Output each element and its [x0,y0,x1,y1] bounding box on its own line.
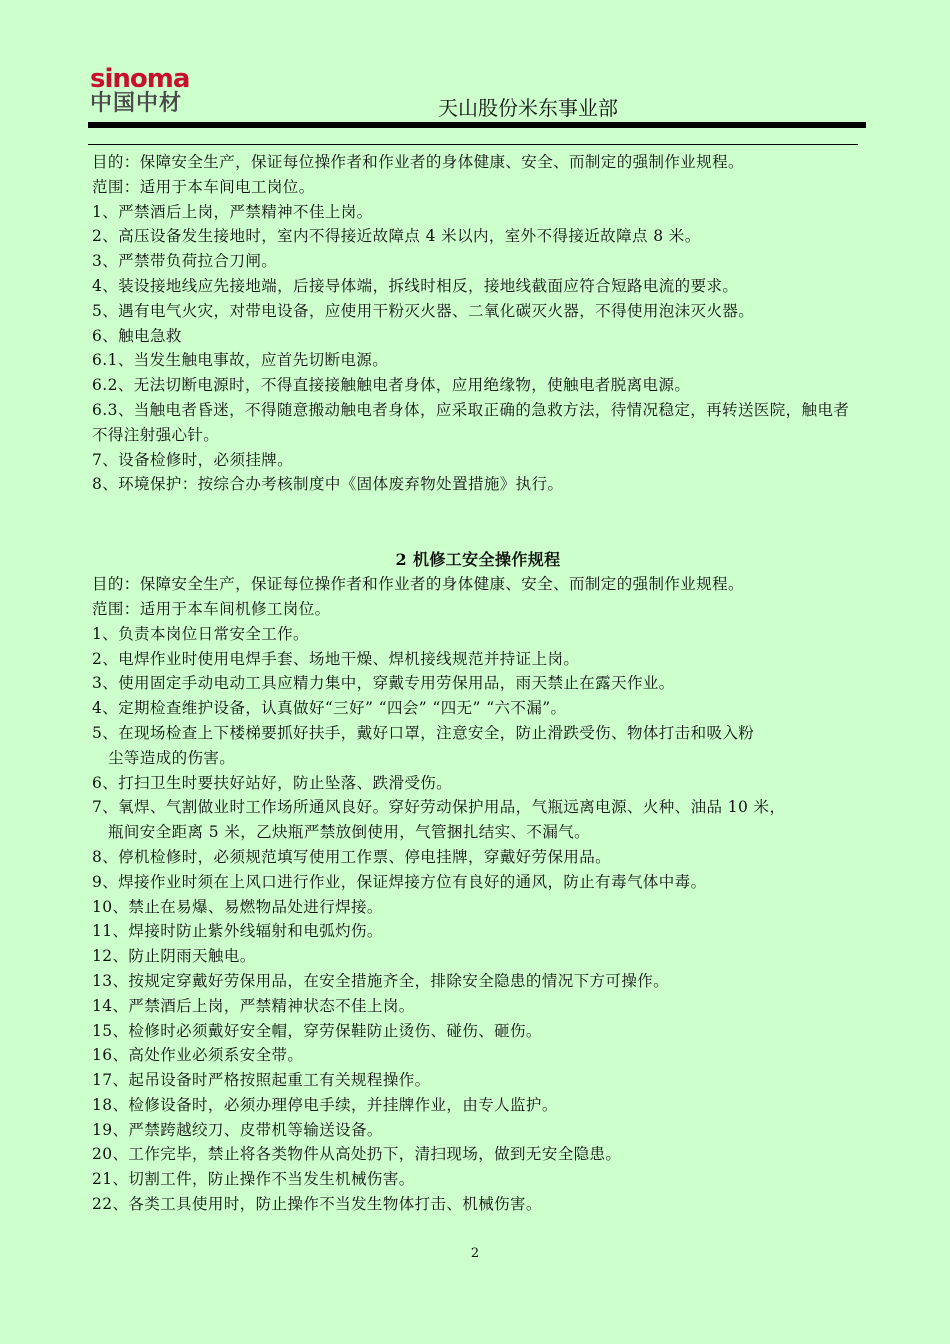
paragraph: 范围：适用于本车间机修工岗位。 [92,599,331,618]
paragraph: 10、禁止在易爆、易燃物品处进行焊接。 [92,897,383,916]
paragraph: 6.2、无法切断电源时，不得直接接触触电者身体，应用绝缘物，使触电者脱离电源。 [92,376,691,395]
paragraph: 8、停机检修时，必须规范填写使用工作票、停电挂牌，穿戴好劳保用品。 [92,847,612,866]
company-logo [90,66,220,116]
paragraph: 2、电焊作业时使用电焊手套、场地干燥、焊机接线规范并持证上岗。 [92,649,580,668]
paragraph: 9、焊接作业时须在上风口进行作业，保证焊接方位有良好的通风，防止有毒气体中毒。 [92,872,707,891]
paragraph: 4、定期检查维护设备，认真做好“三好” “四会” “四无” “六不漏”。 [92,699,567,718]
paragraph: 1、严禁酒后上岗，严禁精神不佳上岗。 [92,202,373,221]
document-body [92,150,864,1217]
paragraph: 8、环境保护：按综合办考核制度中《固体废弃物处置措施》执行。 [92,475,564,494]
paragraph: 22、各类工具使用时，防止操作不当发生物体打击、机械伤害。 [92,1195,542,1214]
paragraph: 20、工作完毕，禁止将各类物件从高处扔下，清扫现场，做到无安全隐患。 [92,1145,622,1164]
page-number: 2 [470,1246,480,1261]
logo-text-cn: 中国中材 [90,91,183,116]
paragraph: 12、防止阴雨天触电。 [92,947,256,966]
paragraph: 17、起吊设备时严格按照起重工有关规程操作。 [92,1071,431,1090]
paragraph: 18、检修设备时，必须办理停电手续，并挂牌作业，由专人监护。 [92,1095,558,1114]
paragraph: 19、严禁跨越绞刀、皮带机等输送设备。 [92,1120,383,1139]
paragraph: 范围：适用于本车间电工岗位。 [92,177,315,196]
paragraph: 5、在现场检查上下楼梯要抓好扶手，戴好口罩，注意安全，防止滑跌受伤、物体打击和吸入粉 [92,723,755,742]
paragraph: 目的：保障安全生产，保证每位操作者和作业者的身体健康、安全、而制定的强制作业规程。 [92,153,744,171]
paragraph: 4、装设接地线应先接地端，后接导体端，拆线时相反，接地线截面应符合短路电流的要求。 [92,276,739,295]
paragraph: 6、触电急救 [92,326,182,345]
paragraph: 3、使用固定手动电动工具应精力集中，穿戴专用劳保用品，雨天禁止在露天作业。 [92,674,675,693]
paragraph: 7、氧焊、气割做业时工作场所通风良好。穿好劳动保护用品，气瓶远离电源、火种、油品 10 米， [92,798,786,817]
paragraph-continuation: 瓶间安全距离 5 米，乙炔瓶严禁放倒使用，气管捆扎结实、不漏气。 [108,823,591,842]
paragraph: 3、严禁带负荷拉合刀闸。 [92,252,278,271]
section-spacer [92,497,864,547]
paragraph: 1、负责本岗位日常安全工作。 [92,624,309,643]
paragraph: 6.1、当发生触电事故，应首先切断电源。 [92,351,389,370]
paragraph: 7、设备检修时，必须挂牌。 [92,450,294,469]
paragraph: 14、严禁酒后上岗，严禁精神状态不佳上岗。 [92,996,415,1015]
department-name: 天山股份米东事业部 [438,96,618,120]
paragraph: 6、打扫卫生时要扶好站好，防止坠落、跌滑受伤。 [92,773,453,792]
logo-text-en: sinoma [90,64,190,94]
paragraph: 21、切割工件，防止操作不当发生机械伤害。 [92,1170,415,1189]
paragraph: 目的：保障安全生产，保证每位操作者和作业者的身体健康、安全、而制定的强制作业规程。 [92,575,744,594]
paragraph: 5、遇有电气火灾，对带电设备，应使用干粉灭火器、二氧化碳灭火器，不得使用泡沫灭火器。 [92,301,755,320]
section-electrician [92,150,864,497]
header-rule-thin [88,144,858,145]
paragraph: 2、高压设备发生接地时，室内不得接近故障点 4 米以内，室外不得接近故障点 8 米。 [92,227,701,246]
paragraph: 6.3、当触电者昏迷，不得随意搬动触电者身体，应采取正确的急救方法，待情况稳定，再转送医院，触电者不得注射强心针。 [92,400,850,444]
section-mechanic [92,547,864,1217]
paragraph: 11、焊接时防止紫外线辐射和电弧灼伤。 [92,922,383,941]
paragraph: 16、高处作业必须系安全带。 [92,1046,304,1065]
paragraph: 13、按规定穿戴好劳保用品，在安全措施齐全，排除安全隐患的情况下方可操作。 [92,971,670,990]
paragraph: 15、检修时必须戴好安全帽，穿劳保鞋防止烫伤、碰伤、砸伤。 [92,1021,542,1040]
paragraph-continuation: 尘等造成的伤害。 [108,748,236,767]
section-title: 2 机修工安全操作规程 [395,550,561,570]
header-rule-thick [88,122,866,128]
